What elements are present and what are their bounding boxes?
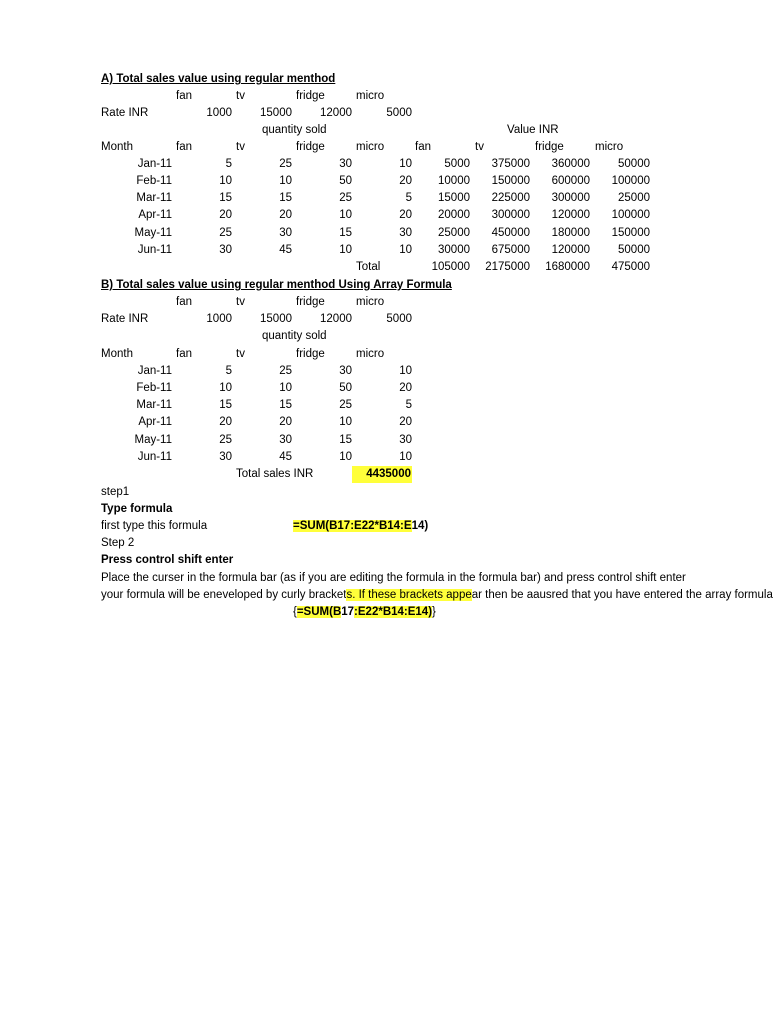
value-cell: 120000 bbox=[551, 209, 590, 221]
product-header-fan: fan bbox=[176, 296, 192, 308]
value-cell: 15000 bbox=[438, 192, 470, 204]
value-cell: 30000 bbox=[438, 244, 470, 256]
qty-header-micro: micro bbox=[356, 141, 385, 153]
rate-fan: 1000 bbox=[206, 313, 232, 325]
row-month: Jun-11 bbox=[137, 244, 172, 256]
qty-header-fridge: fridge bbox=[296, 141, 325, 153]
row-month: Apr-11 bbox=[138, 209, 172, 221]
array-formula-highlight-a: =SUM(B bbox=[296, 606, 342, 618]
value-header-fan: fan bbox=[415, 141, 431, 153]
first-type-instruction: first type this formula bbox=[101, 520, 208, 532]
qty-cell: 20 bbox=[279, 209, 292, 221]
qty-cell: 10 bbox=[219, 175, 232, 187]
value-cell: 25000 bbox=[438, 227, 470, 239]
rate-fridge: 12000 bbox=[320, 313, 352, 325]
value-cell: 25000 bbox=[618, 192, 650, 204]
qty-cell: 10 bbox=[399, 158, 412, 170]
month-header: Month bbox=[101, 348, 133, 360]
qty-header-tv: tv bbox=[236, 141, 245, 153]
qty-cell: 30 bbox=[219, 244, 232, 256]
total-fan: 105000 bbox=[431, 261, 470, 273]
qty-cell: 45 bbox=[279, 244, 292, 256]
value-cell: 100000 bbox=[611, 175, 650, 187]
qty-cell: 30 bbox=[399, 434, 412, 446]
value-header-fridge: fridge bbox=[535, 141, 564, 153]
value-cell: 100000 bbox=[611, 209, 650, 221]
value-cell: 180000 bbox=[551, 227, 590, 239]
value-cell: 300000 bbox=[551, 192, 590, 204]
qty-cell: 15 bbox=[279, 192, 292, 204]
value-cell: 120000 bbox=[551, 244, 590, 256]
qty-cell: 20 bbox=[219, 416, 232, 428]
row-month: May-11 bbox=[134, 434, 172, 446]
qty-cell: 20 bbox=[399, 416, 412, 428]
type-formula-heading: Type formula bbox=[101, 503, 173, 515]
instruction-line-2-highlight: s. If these brackets appe bbox=[346, 589, 472, 601]
row-month: Jan-11 bbox=[137, 158, 172, 170]
array-formula-plain: 17 bbox=[341, 606, 355, 618]
qty-cell: 50 bbox=[339, 175, 352, 187]
qty-cell: 15 bbox=[219, 399, 232, 411]
value-cell: 225000 bbox=[491, 192, 530, 204]
qty-cell: 10 bbox=[399, 244, 412, 256]
section-a-title: A) Total sales value using regular menthod bbox=[101, 73, 336, 85]
press-keys-heading: Press control shift enter bbox=[101, 554, 234, 566]
qty-cell: 30 bbox=[339, 158, 352, 170]
value-cell: 300000 bbox=[491, 209, 530, 221]
rate-label: Rate INR bbox=[101, 313, 149, 325]
month-header: Month bbox=[101, 141, 133, 153]
instruction-line-2-end: ar then be aausred that you have entered the array formula bbox=[471, 589, 773, 601]
value-cell: 675000 bbox=[491, 244, 530, 256]
qty-cell: 20 bbox=[399, 209, 412, 221]
qty-header-fan: fan bbox=[176, 141, 192, 153]
qty-cell: 30 bbox=[279, 434, 292, 446]
qty-cell: 20 bbox=[399, 382, 412, 394]
rate-fan: 1000 bbox=[206, 107, 232, 119]
qty-cell: 15 bbox=[339, 434, 352, 446]
row-month: May-11 bbox=[134, 227, 172, 239]
quantity-sold-label: quantity sold bbox=[262, 124, 327, 136]
array-formula-highlight-b: :E22*B14:E14) bbox=[354, 606, 433, 618]
curly-open: { bbox=[293, 606, 297, 618]
qty-cell: 15 bbox=[279, 399, 292, 411]
row-month: Jan-11 bbox=[137, 365, 172, 377]
row-month: Feb-11 bbox=[136, 382, 172, 394]
rate-tv: 15000 bbox=[260, 107, 292, 119]
value-cell: 50000 bbox=[618, 158, 650, 170]
rate-fridge: 12000 bbox=[320, 107, 352, 119]
qty-cell: 15 bbox=[339, 227, 352, 239]
total-label: Total bbox=[356, 261, 381, 273]
product-header-micro: micro bbox=[356, 90, 385, 102]
qty-cell: 30 bbox=[219, 451, 232, 463]
product-header-fridge: fridge bbox=[296, 90, 325, 102]
qty-cell: 5 bbox=[225, 158, 232, 170]
qty-cell: 10 bbox=[279, 175, 292, 187]
qty-cell: 10 bbox=[339, 451, 352, 463]
row-month: Jun-11 bbox=[137, 451, 172, 463]
qty-header-fridge: fridge bbox=[296, 348, 325, 360]
qty-cell: 15 bbox=[219, 192, 232, 204]
product-header-tv: tv bbox=[236, 296, 245, 308]
qty-header-micro: micro bbox=[356, 348, 385, 360]
product-header-tv: tv bbox=[236, 90, 245, 102]
qty-cell: 10 bbox=[219, 382, 232, 394]
qty-cell: 20 bbox=[279, 416, 292, 428]
qty-cell: 10 bbox=[339, 209, 352, 221]
formula-highlight: =SUM(B17:E22*B14:E bbox=[293, 520, 412, 532]
qty-cell: 30 bbox=[399, 227, 412, 239]
qty-cell: 30 bbox=[279, 227, 292, 239]
formula-rest: 14) bbox=[411, 520, 429, 532]
rate-micro: 5000 bbox=[386, 107, 412, 119]
step2-label: Step 2 bbox=[101, 537, 135, 549]
rate-label: Rate INR bbox=[101, 107, 149, 119]
rate-tv: 15000 bbox=[260, 313, 292, 325]
total-sales-label: Total sales INR bbox=[236, 468, 314, 480]
qty-cell: 10 bbox=[399, 451, 412, 463]
quantity-sold-label: quantity sold bbox=[262, 330, 327, 342]
array-formula-result bbox=[293, 604, 436, 621]
qty-cell: 10 bbox=[339, 244, 352, 256]
value-cell: 50000 bbox=[618, 244, 650, 256]
qty-cell: 10 bbox=[339, 416, 352, 428]
qty-cell: 25 bbox=[339, 399, 352, 411]
total-tv: 2175000 bbox=[485, 261, 530, 273]
section-b-title: B) Total sales value using regular menthod Using Array Formula bbox=[101, 279, 452, 291]
value-cell: 5000 bbox=[444, 158, 470, 170]
qty-cell: 20 bbox=[219, 209, 232, 221]
total-micro: 475000 bbox=[611, 261, 650, 273]
value-header-micro: micro bbox=[595, 141, 624, 153]
qty-cell: 50 bbox=[339, 382, 352, 394]
row-month: Mar-11 bbox=[136, 192, 172, 204]
value-cell: 450000 bbox=[491, 227, 530, 239]
product-header-fridge: fridge bbox=[296, 296, 325, 308]
formula-text bbox=[293, 518, 428, 535]
value-cell: 150000 bbox=[491, 175, 530, 187]
value-header-tv: tv bbox=[475, 141, 484, 153]
row-month: Apr-11 bbox=[138, 416, 172, 428]
instruction-line-1: Place the curser in the formula bar (as if you are editing the formula in the formula bar) and press control shift enter bbox=[101, 572, 686, 584]
rate-micro: 5000 bbox=[386, 313, 412, 325]
qty-cell: 25 bbox=[279, 158, 292, 170]
step1-label: step1 bbox=[101, 486, 130, 498]
qty-cell: 10 bbox=[399, 365, 412, 377]
qty-cell: 5 bbox=[405, 192, 412, 204]
qty-cell: 10 bbox=[279, 382, 292, 394]
value-cell: 360000 bbox=[551, 158, 590, 170]
qty-cell: 45 bbox=[279, 451, 292, 463]
qty-cell: 25 bbox=[219, 434, 232, 446]
total-fridge: 1680000 bbox=[545, 261, 590, 273]
instruction-line-2-start: your formula will be eneveloped by curly bracket bbox=[101, 589, 347, 601]
qty-header-tv: tv bbox=[236, 348, 245, 360]
curly-close: } bbox=[432, 606, 436, 618]
row-month: Feb-11 bbox=[136, 175, 172, 187]
qty-cell: 25 bbox=[279, 365, 292, 377]
instruction-line-2 bbox=[101, 587, 773, 604]
qty-cell: 20 bbox=[399, 175, 412, 187]
product-header-micro: micro bbox=[356, 296, 385, 308]
value-cell: 600000 bbox=[551, 175, 590, 187]
product-header-fan: fan bbox=[176, 90, 192, 102]
value-cell: 150000 bbox=[611, 227, 650, 239]
value-inr-label: Value INR bbox=[507, 124, 559, 136]
value-cell: 20000 bbox=[438, 209, 470, 221]
qty-cell: 5 bbox=[405, 399, 412, 411]
qty-cell: 25 bbox=[219, 227, 232, 239]
qty-cell: 5 bbox=[225, 365, 232, 377]
value-cell: 375000 bbox=[491, 158, 530, 170]
qty-header-fan: fan bbox=[176, 348, 192, 360]
total-sales-value: 4435000 bbox=[352, 466, 412, 483]
qty-cell: 25 bbox=[339, 192, 352, 204]
qty-cell: 30 bbox=[339, 365, 352, 377]
row-month: Mar-11 bbox=[136, 399, 172, 411]
value-cell: 10000 bbox=[438, 175, 470, 187]
